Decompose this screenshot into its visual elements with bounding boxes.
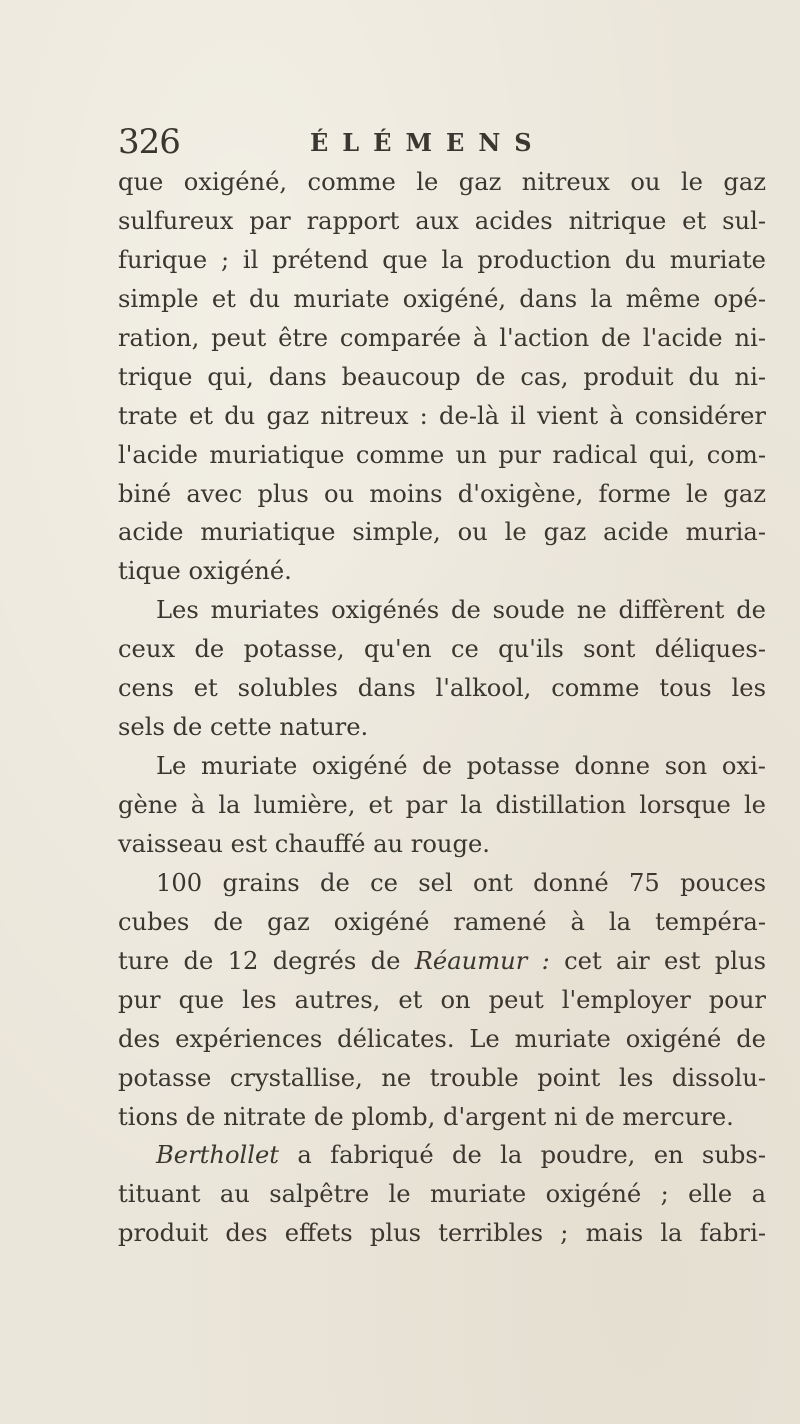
text-line xyxy=(118,942,766,981)
text-segment: a fabriqué de la poudre, en subs- xyxy=(279,1141,766,1170)
page-number: 326 xyxy=(118,122,180,162)
author-reference: Berthollet xyxy=(156,1141,280,1170)
text-line: l'acide muriatique comme un pur radical qui, com- xyxy=(118,440,766,469)
text-line: acide muriatique simple, ou le gaz acide muria- xyxy=(118,518,766,547)
text-line: tituant au salpêtre le muriate oxigéné ; elle a xyxy=(118,1180,766,1209)
text-line: gène à la lumière, et par la distillation lorsque le xyxy=(118,791,766,819)
text-line: simple et du muriate oxigéné, dans la même opé- xyxy=(118,284,766,313)
text-line: des expériences délicates. Le muriate oxigéné de xyxy=(118,1024,766,1053)
text-line: cubes de gaz oxigéné ramené à la tempéra- xyxy=(118,907,766,936)
text-line: pur que les autres, et on peut l'employer pour xyxy=(118,985,766,1014)
page-header xyxy=(118,118,758,162)
text-line: biné avec plus ou moins d'oxigène, forme le gaz xyxy=(118,479,766,508)
author-reference: Réaumur : xyxy=(414,946,550,975)
text-line: furique ; il prétend que la production du muriate xyxy=(118,245,766,274)
text-segment: ture de 12 degrés de xyxy=(118,946,415,975)
text-line: ration, peut être comparée à l'action de l'acide ni- xyxy=(118,323,766,352)
text-line: tique oxigéné. xyxy=(118,557,292,586)
paragraph-start-line xyxy=(118,1136,766,1175)
paragraph-start-line: Le muriate oxigéné de potasse donne son oxi- xyxy=(156,752,766,781)
text-line: potasse crystallise, ne trouble point les dissolu- xyxy=(118,1063,766,1092)
text-line: trique qui, dans beaucoup de cas, produit du ni- xyxy=(118,362,766,391)
running-title: ÉLÉMENS xyxy=(310,128,546,157)
text-line: sels de cette nature. xyxy=(118,713,369,742)
text-line: sulfureux par rapport aux acides nitrique et sul- xyxy=(118,206,766,235)
body-text xyxy=(118,163,766,1253)
paragraph-start-line: Les muriates oxigénés de soude ne diffèrent de xyxy=(156,596,766,625)
text-line: tions de nitrate de plomb, d'argent ni de mercure. xyxy=(118,1102,734,1131)
text-line: ceux de potasse, qu'en ce qu'ils sont déliques- xyxy=(118,635,766,664)
text-line: vaisseau est chauffé au rouge. xyxy=(118,829,490,858)
text-segment: cet air est plus xyxy=(549,946,767,975)
paragraph-start-line: 100 grains de ce sel ont donné 75 pouces xyxy=(156,868,766,897)
text-line: que oxigéné, comme le gaz nitreux ou le gaz xyxy=(118,168,766,196)
text-line: produit des effets plus terribles ; mais la fabri- xyxy=(118,1219,766,1248)
text-line: trate et du gaz nitreux : de-là il vient à considérer xyxy=(118,401,766,430)
text-line: cens et solubles dans l'alkool, comme tous les xyxy=(118,674,766,703)
